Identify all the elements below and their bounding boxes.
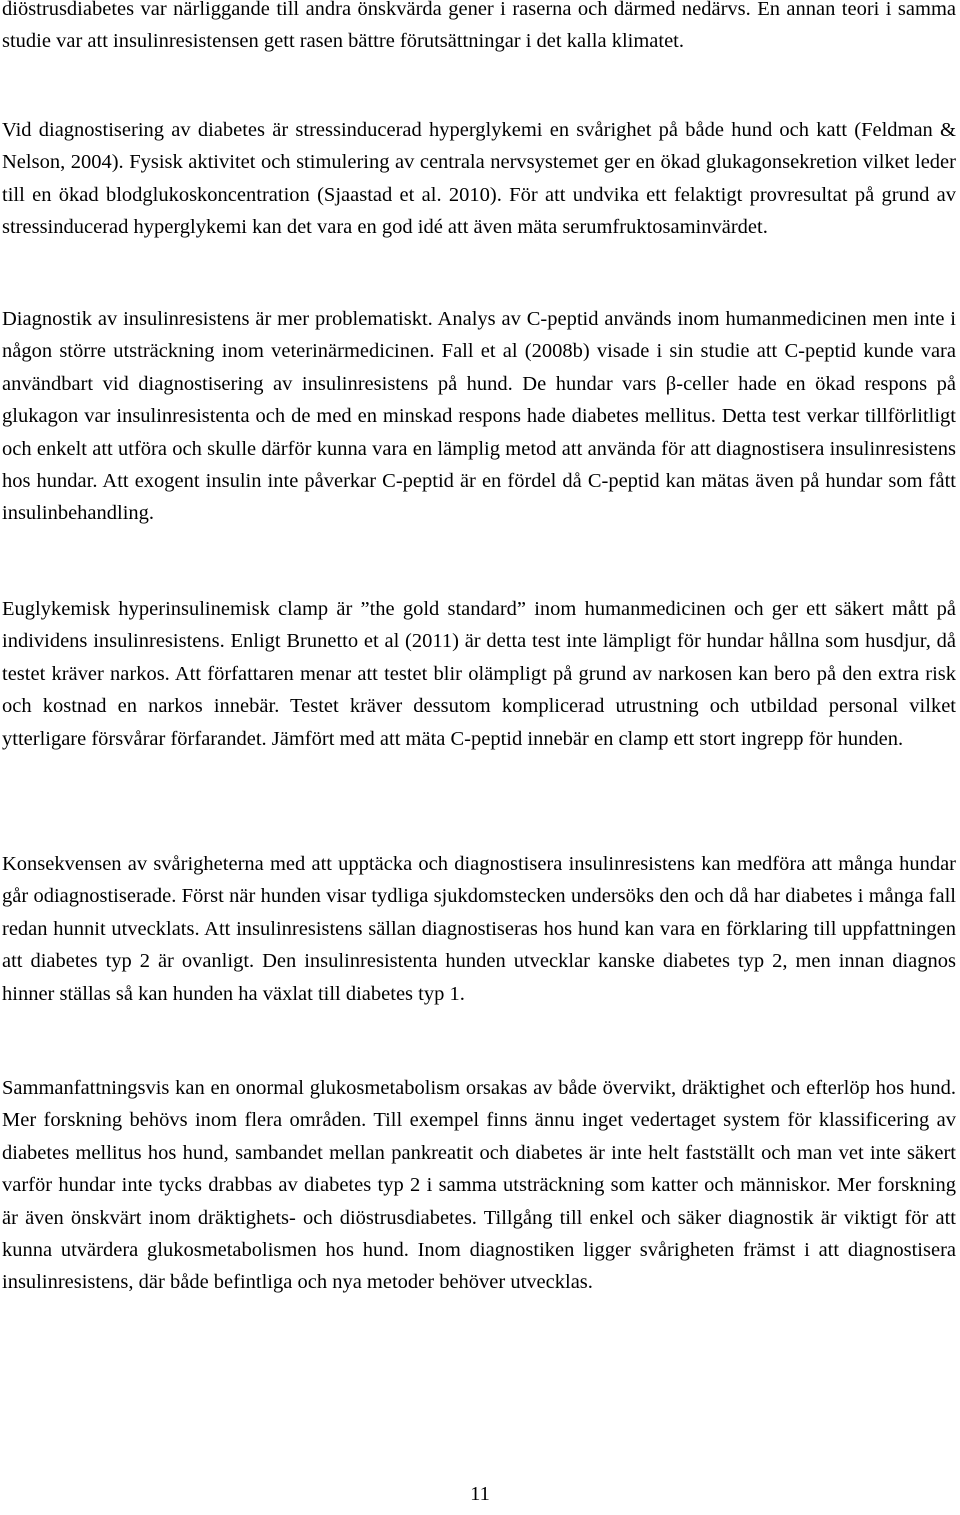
paragraph-diostrus-diabetes: diöstrusdiabetes var närliggande till andra önskvärda gener i raserna och därmed nedärvs. En annan teori i samma studie var att insulinresistensen gett rasen bättre förutsättningar i det kalla klimatet. <box>2 0 956 53</box>
paragraph-clamp-method: Euglykemisk hyperinsulinemisk clamp är ”the gold standard” inom humanmedicinen och ger ett säkert mått på individens insulinresistens. Enligt Brunetto et al (2011) är detta test inte lämpligt för hundar hållna som husdjur, då testet kräver narkos. Att författaren menar att testet blir olämpligt på grund av narkosen kan bero på den extra risk och kostnad en narkos innebär. Testet kräver dessutom komplicerad utrustning och utbildad personal vilket ytterligare försvårar förfarandet. Jämfört med att mäta C-peptid innebär en clamp ett stort ingrepp för hunden. <box>2 598 956 750</box>
page-number: 11 <box>470 1483 490 1505</box>
paragraph-summary: Sammanfattningsvis kan en onormal glukosmetabolism orsakas av både övervikt, dräktighet och efterlöp hos hund. Mer forskning behövs inom flera områden. Till exempel finns ännu inget vedertaget system för klassificering av diabetes mellitus hos hund, sambandet mellan pankreatit och diabetes är inte helt fastställt och man vet inte säkert varför hundar inte tycks drabbas av diabetes typ 2 i samma utsträckning som katter och människor. Mer forskning är även önskvärt inom dräktighets- och diöstrusdiabetes. Tillgång till enkel och säker diagnostik är viktigt för att kunna utvärdera glukosmetabolismen hos hund. Inom diagnostiken ligger svårigheten främst i att diagnostisera insulinresistens, där både befintliga och nya metoder behöver utvecklas. <box>2 1077 956 1294</box>
paragraph-c-peptide-diagnostics: Diagnostik av insulinresistens är mer problematiskt. Analys av C-peptid används inom humanmedicinen men inte i någon större utsträckning inom veterinärmedicinen. Fall et al (2008b) visade i sin studie att C-peptid kunde vara användbart vid diagnostisering av insulinresistens på hund. De hundar vars β-celler hade en ökad respons på glukagon var insulinresistenta och de med en minskad respons hade diabetes mellitus. Detta test verkar tillförlitligt och enkelt att utföra och skulle därför kunna vara en lämplig metod att använda för att diagnostisera insulinresistens hos hundar. Att exogent insulin inte påverkar C-peptid är en fördel då C-peptid kan mätas även på hundar som fått insulinbehandling. <box>2 308 956 525</box>
paragraph-consequences: Konsekvensen av svårigheterna med att upptäcka och diagnostisera insulinresistens kan medföra att många hundar går odiagnostiserade. Först när hunden visar tydliga sjukdomstecken undersöks den och då har diabetes i många fall redan hunnit utvecklats. Att insulinresistens sällan diagnostiseras hos hund kan vara en förklaring till uppfattningen att diabetes typ 2 är ovanligt. Den insulinresistenta hunden utvecklar kanske diabetes typ 2, men innan diagnos hinner ställas så kan hunden ha växlat till diabetes typ 1. <box>2 853 956 1005</box>
paragraph-stress-hyperglycemia: Vid diagnostisering av diabetes är stressinducerad hyperglykemi en svårighet på både hund och katt (Feldman & Nelson, 2004). Fysisk aktivitet och stimulering av centrala nervsystemet ger en ökad glukagonsekretion vilket leder till en ökad blodglukoskoncentration (Sjaastad et al. 2010). För att undvika ett felaktigt provresultat på grund av stressinducerad hyperglykemi kan det vara en god idé att även mäta serumfruktosaminvärdet. <box>2 119 956 239</box>
